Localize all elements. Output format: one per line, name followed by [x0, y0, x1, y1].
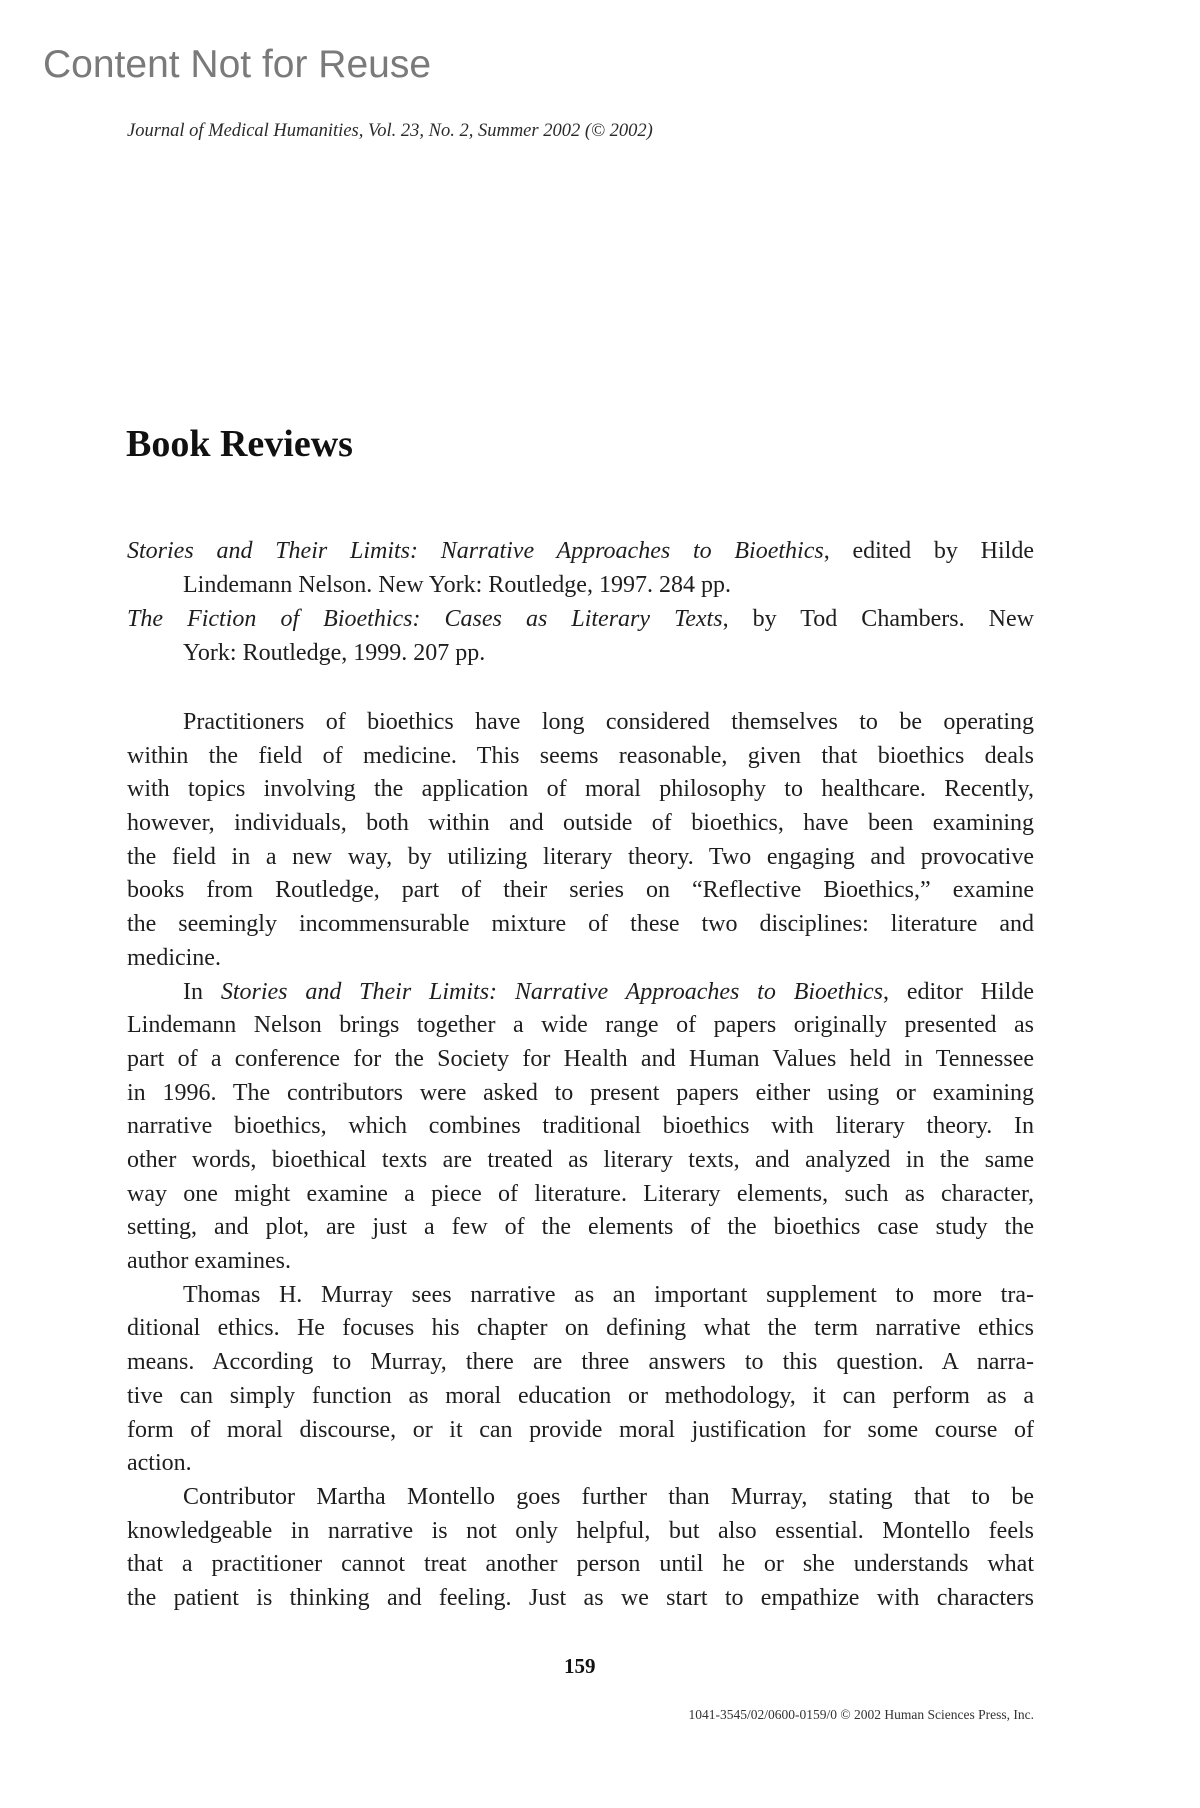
body-line: knowledgeable in narrative is not only helpful, but also essential. Montello feels	[127, 1518, 1034, 1544]
page-number: 159	[564, 1654, 596, 1678]
body-line: within the field of medicine. This seems reasonable, given that bioethics deals	[127, 743, 1034, 769]
section-title: Book Reviews	[126, 423, 353, 465]
body-line: setting, and plot, are just a few of the elements of the bioethics case study the	[127, 1214, 1034, 1240]
body-line: however, individuals, both within and outside of bioethics, have been examining	[127, 810, 1034, 836]
body-line: part of a conference for the Society for Health and Human Values held in Tennessee	[127, 1046, 1034, 1072]
citation-2-details: , by Tod Chambers. New	[722, 606, 1035, 632]
body-line: books from Routledge, part of their series on “Reflective Bioethics,” examine	[127, 877, 1034, 903]
body-line: with topics involving the application of moral philosophy to healthcare. Recently,	[127, 776, 1034, 802]
body-line	[183, 975, 1034, 1009]
body-text: In	[183, 979, 221, 1005]
body-line: the seemingly incommensurable mixture of these two disciplines: literature and	[127, 911, 1034, 937]
body-line: other words, bioethical texts are treated as literary texts, and analyzed in the same	[127, 1147, 1034, 1173]
body-line: in 1996. The contributors were asked to present papers either using or examining	[127, 1080, 1034, 1106]
citation-1-title: Stories and Their Limits: Narrative Approaches to Bioethics	[127, 538, 824, 564]
citation-2-title: The Fiction of Bioethics: Cases as Literary Texts	[127, 606, 723, 632]
citation-2-line-1	[127, 602, 1034, 636]
body-line: Thomas H. Murray sees narrative as an important supplement to more tra-	[183, 1282, 1034, 1308]
body-line: form of moral discourse, or it can provide moral justification for some course of	[127, 1417, 1034, 1443]
body-line: action.	[127, 1450, 192, 1476]
body-line: narrative bioethics, which combines traditional bioethics with literary theory. In	[127, 1113, 1034, 1139]
body-text: , editor Hilde	[883, 979, 1034, 1005]
copyright-footer: 1041-3545/02/0600-0159/0 © 2002 Human Sciences Press, Inc.	[688, 1707, 1034, 1722]
citation-1-line-1	[127, 534, 1034, 568]
body-line: tive can simply function as moral education or methodology, it can perform as a	[127, 1383, 1034, 1409]
body-line: Contributor Martha Montello goes further than Murray, stating that to be	[183, 1484, 1034, 1510]
journal-header: Journal of Medical Humanities, Vol. 23, No. 2, Summer 2002 (© 2002)	[127, 121, 653, 141]
body-line: the field in a new way, by utilizing literary theory. Two engaging and provocative	[127, 844, 1034, 870]
body-line: the patient is thinking and feeling. Just as we start to empathize with characters	[127, 1585, 1034, 1611]
book-title-reference: Stories and Their Limits: Narrative Approaches to Bioethics	[220, 979, 883, 1005]
body-line: author examines.	[127, 1248, 291, 1274]
body-line: Practitioners of bioethics have long considered themselves to be operating	[183, 709, 1034, 735]
body-line: ditional ethics. He focuses his chapter on defining what the term narrative ethics	[127, 1315, 1034, 1341]
citation-2-line-2: York: Routledge, 1999. 207 pp.	[183, 640, 486, 666]
body-line: way one might examine a piece of literature. Literary elements, such as character,	[127, 1181, 1034, 1207]
body-line: means. According to Murray, there are three answers to this question. A narra-	[127, 1349, 1034, 1375]
body-line: Lindemann Nelson brings together a wide range of papers originally presented as	[127, 1012, 1034, 1038]
citation-1-details: , edited by Hilde	[823, 538, 1034, 564]
citation-1-line-2: Lindemann Nelson. New York: Routledge, 1997. 284 pp.	[183, 572, 731, 598]
body-line: that a practitioner cannot treat another person until he or she understands what	[127, 1551, 1034, 1577]
watermark: Content Not for Reuse	[43, 43, 432, 86]
body-line: medicine.	[127, 945, 221, 971]
